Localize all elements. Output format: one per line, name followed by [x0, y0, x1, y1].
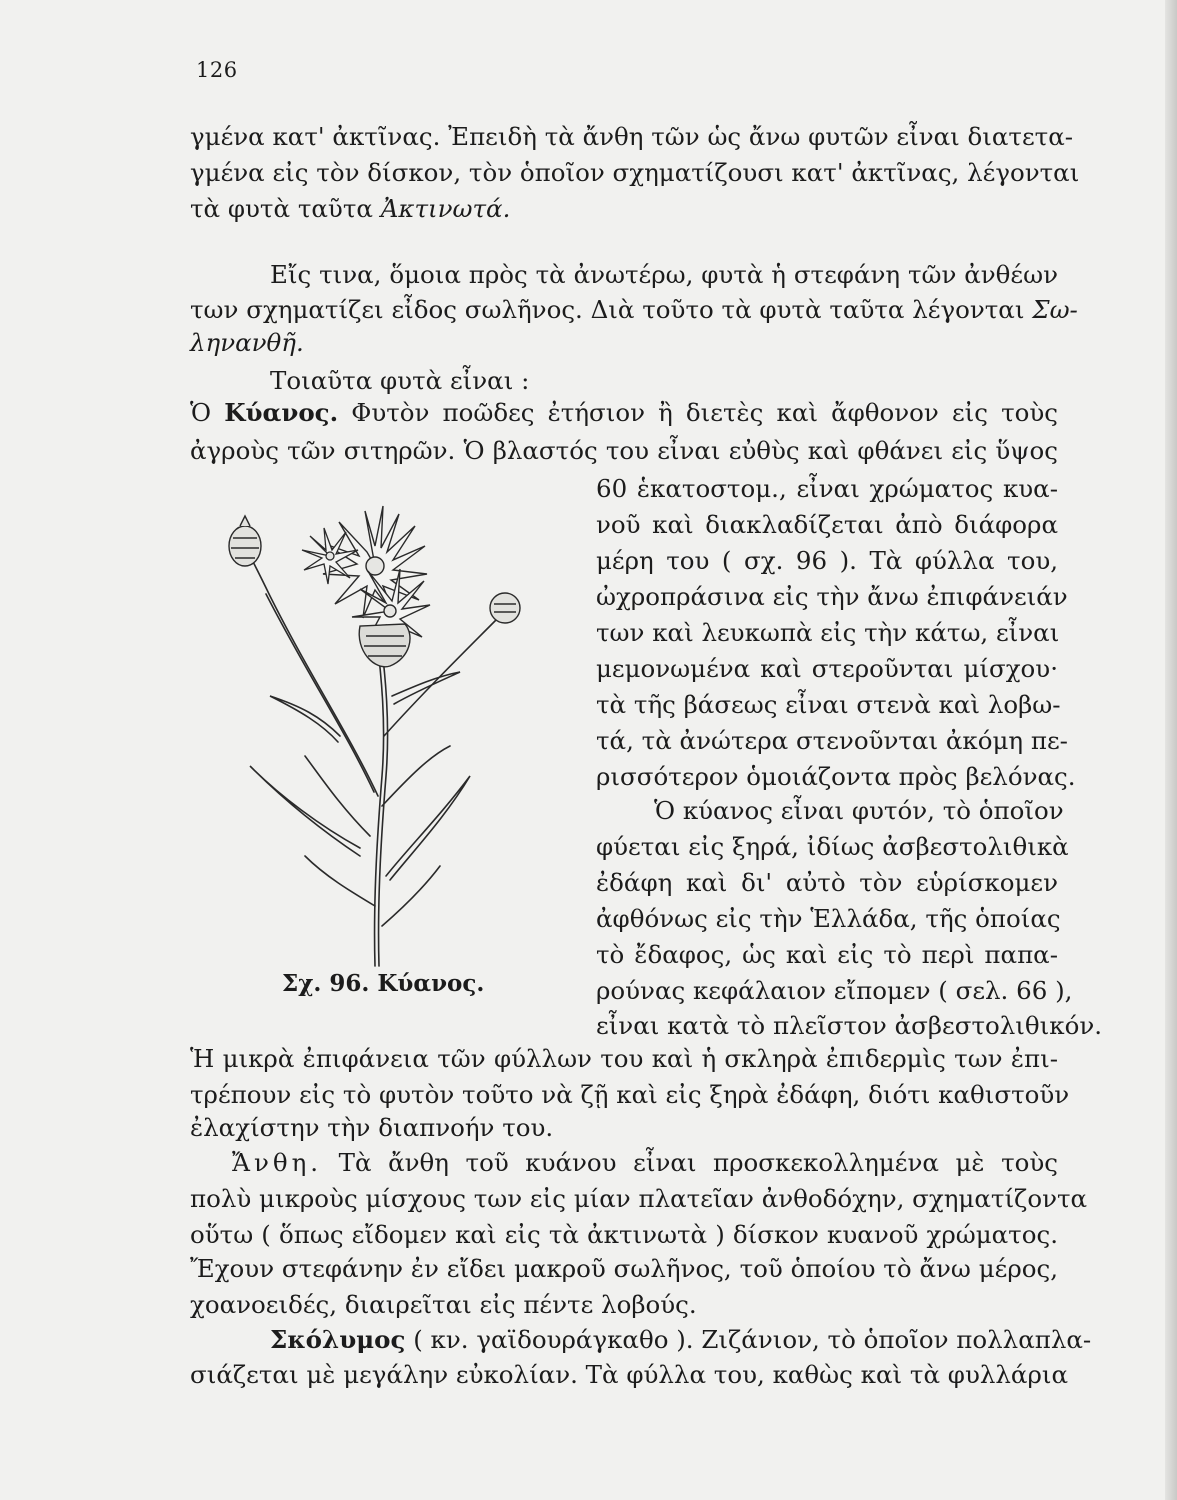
term-solinanthi-part1: Σω-	[1032, 295, 1078, 324]
kyanos-col-line9: ρισσότερον ὁμοιάζοντα πρὸς βελόνας.	[596, 762, 1076, 791]
kyanos-col-line2: νοῦ καὶ διακλαδίζεται ἀπὸ διάφορα	[596, 510, 1058, 539]
para2-line2	[190, 295, 1078, 325]
figure-caption: Σχ. 96. Κύανος.	[282, 970, 485, 997]
kyanos-col-line5: των καὶ λευκωπὰ εἰς τὴν κάτω, εἶναι	[596, 618, 1060, 647]
para3-line1: Τοιαῦτα φυτὰ εἶναι :	[270, 366, 530, 395]
kyanos-col-line7: τὰ τῆς βάσεως εἶναι στενὰ καὶ λοβω-	[596, 690, 1061, 719]
kyanos-col2-line3: ἐδάφη καὶ δι' αὐτὸ τὸν εὑρίσκομεν	[596, 868, 1058, 897]
kyanos-col2-line5: τὸ ἔδαφος, ὡς καὶ εἰς τὸ περὶ παπα-	[596, 940, 1058, 969]
kyanos-col2-line6: ρούνας κεφάλαιον εἴπομεν ( σελ. 66 ),	[596, 976, 1073, 1005]
para2-line2-text: των σχηματίζει εἶδος σωλῆνος. Διὰ τοῦτο τὰ φυτὰ ταῦτα λέγονται	[190, 295, 1033, 324]
anthi-line3: οὕτω ( ὅπως εἴδομεν καὶ εἰς τὰ ἀκτινωτὰ ) δίσκον κυανοῦ χρώματος.	[190, 1220, 1058, 1249]
para1-line2: γμένα εἰς τὸν δίσκον, τὸν ὁποῖον σχηματίζουσι κατ' ἀκτῖνας, λέγονται	[190, 158, 1080, 187]
page-edge	[1165, 0, 1177, 1500]
term-aktinota: Ἀκτινωτά.	[380, 194, 511, 223]
term-solinanthi-part2: ληνανθῆ.	[190, 328, 304, 357]
para1-line3	[190, 194, 1058, 224]
skolymos-line1	[270, 1325, 1092, 1355]
anthi-line4: Ἔχουν στεφάνην ἐν εἴδει μακροῦ σωλῆνος, τοῦ ὁποίου τὸ ἄνω μέρος,	[190, 1254, 1058, 1283]
kyanos-col-line6: μεμονωμένα καὶ στεροῦνται μίσχου·	[596, 654, 1058, 683]
kyanos-col-line8: τά, τὰ ἀνώτερα στενοῦνται ἀκόμη πε-	[596, 726, 1068, 755]
kyanos-col-line3: μέρη του ( σχ. 96 ). Τὰ φύλλα του,	[596, 546, 1058, 575]
para1-line3-text: τὰ φυτὰ ταῦτα	[190, 194, 381, 223]
flower-bud-right	[490, 593, 520, 623]
para4-line2: τρέπουν εἰς τὸ φυτὸν τοῦτο νὰ ζῇ καὶ εἰς ξηρὰ ἐδάφη, διότι καθιστοῦν	[190, 1080, 1070, 1109]
anthi-line5: χοανοειδές, διαιρεῖται εἰς πέντε λοβούς.	[190, 1290, 697, 1319]
kyanos-col2-line7: εἶναι κατὰ τὸ πλεῖστον ἀσβεστολιθικόν.	[596, 1011, 1102, 1040]
para1-line1: γμένα κατ' ἀκτῖνας. Ἐπειδὴ τὰ ἄνθη τῶν ὡς ἄνω φυτῶν εἶναι διατετα-	[190, 122, 1074, 151]
flower-bud-left	[229, 516, 261, 566]
para2-line1: Εἴς τινα, ὅμοια πρὸς τὰ ἀνωτέρω, φυτὰ ἡ στεφάνη τῶν ἀνθέων	[270, 260, 1058, 289]
skolymos-line2: σιάζεται μὲ μεγάλην εὐκολίαν. Τὰ φύλλα του, καθὼς καὶ τὰ φυλλάρια	[190, 1360, 1069, 1389]
anthi-line2: πολὺ μικροὺς μίσχους των εἰς μίαν πλατεῖαν ἀνθοδόχην, σχηματίζοντα	[190, 1184, 1088, 1213]
page-number: 126	[196, 58, 238, 82]
anthi-heading: Ἄνθη.	[232, 1148, 323, 1177]
kyanos-col-line1: 60 ἑκατοστομ., εἶναι χρώματος κυα-	[596, 474, 1058, 503]
kyanos-col2-line1: Ὁ κύανος εἶναι φυτόν, τὸ ὁποῖον	[654, 796, 1064, 825]
kyanos-line1	[190, 398, 1058, 428]
kyanos-line1-text: Φυτὸν ποῶδες ἐτήσιον ἢ διετὲς καὶ ἄφθονον εἰς τοὺς	[338, 398, 1058, 427]
kyanos-heading: Κύανος.	[224, 398, 339, 427]
para4-line3: ἐλαχίστην τὴν διαπνοήν του.	[190, 1113, 554, 1142]
kyanos-col-line4: ὠχροπράσινα εἰς τὴν ἄνω ἐπιφάνειάν	[596, 582, 1068, 611]
skolymos-line1-text: ( κν. γαϊδουράγκαθο ). Ζιζάνιον, τὸ ὁποῖον πολλαπλα-	[405, 1325, 1092, 1354]
kyanos-col2-line4: ἀφθόνως εἰς τὴν Ἑλλάδα, τῆς ὁποίας	[596, 904, 1061, 933]
skolymos-heading: Σκόλυμος	[270, 1325, 406, 1354]
flower-head-main	[323, 506, 430, 667]
kyanos-col2-line2: φύεται εἰς ξηρά, ἰδίως ἀσβεστολιθικὰ	[596, 832, 1069, 861]
cornflower-illustration	[210, 476, 550, 976]
para4-line1: Ἡ μικρὰ ἐπιφάνεια τῶν φύλλων του καὶ ἡ σκληρὰ ἐπιδερμὶς των ἐπι-	[190, 1044, 1058, 1073]
kyanos-article: Ὁ	[190, 398, 225, 427]
kyanos-line2: ἀγροὺς τῶν σιτηρῶν. Ὁ βλαστός του εἶναι εὐθὺς καὶ φθάνει εἰς ὕψος	[190, 436, 1058, 465]
anthi-line1	[232, 1148, 1058, 1178]
anthi-line1-text: Τὰ ἄνθη τοῦ κυάνου εἶναι προσκεκολλημένα μὲ τοὺς	[322, 1148, 1058, 1177]
